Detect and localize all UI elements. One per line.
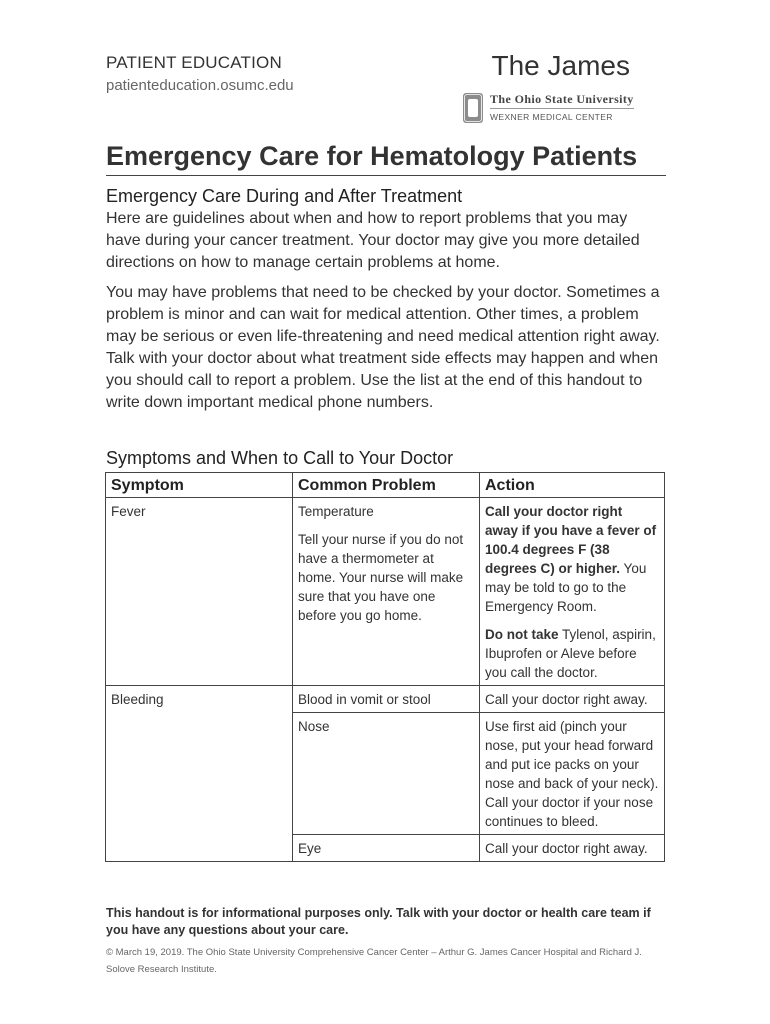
- action-emphasis: Do not take: [485, 627, 559, 642]
- patient-education-label: PATIENT EDUCATION: [106, 53, 282, 72]
- action-cell: Call your doctor right away.: [480, 835, 665, 862]
- brand-block: [462, 50, 666, 124]
- details-paragraph: You may have problems that need to be checked by your doctor. Sometimes a problem is minor and can wait for medical attention. Other times, a problem may be serious or even life-threatening and need medical attention right away. Talk with your doctor about what treatment side effects may happen and when you should call to report a problem. Use the list at the end of this handout to write down important medical phone numbers.: [106, 284, 660, 411]
- disclaimer: This handout is for informational purposes only. Talk with your doctor or health care team if you have any questions about your care.: [106, 906, 651, 937]
- page-title: Emergency Care for Hematology Patients: [106, 138, 666, 176]
- table-row-fever: [106, 498, 665, 686]
- brand-name: The James: [491, 50, 630, 81]
- problem-note: Tell your nurse if you do not have a thermometer at home. Your nurse will make sure that you have one before you go home.: [298, 532, 464, 623]
- symptoms-table: [105, 472, 665, 862]
- intro-paragraph: Here are guidelines about when and how to report problems that you may have during your cancer treatment. Your doctor may give you more detailed directions on how to manage certain problems at home.: [106, 210, 640, 271]
- action-text: You may be told to go to the Emergency Room.: [485, 561, 647, 614]
- website-url[interactable]: patienteducation.osumc.edu: [106, 77, 294, 94]
- table-row-bleeding-blood: [106, 686, 665, 713]
- column-header-symptom: Symptom: [106, 473, 293, 498]
- block-o-logo-icon: [462, 92, 484, 124]
- problem-cell: Nose: [293, 713, 480, 835]
- action-text: Tylenol, aspirin, Ibuprofen or Aleve before you call the doctor.: [485, 627, 656, 680]
- problem-text: Temperature: [298, 504, 374, 519]
- action-cell: [480, 498, 665, 686]
- action-text: Use first aid (pinch your nose, put your head forward and put ice packs on your nose and back of your neck).: [485, 719, 659, 791]
- university-lockup: [462, 92, 666, 124]
- action-cell: Call your doctor right away.: [480, 686, 665, 713]
- copyright: © March 19, 2019. The Ohio State University Comprehensive Cancer Center – Arthur G. James Cancer Hospital and Richard J. Solove Research Institute.: [106, 947, 642, 975]
- table-header-row: [106, 473, 665, 498]
- section-emergency-care: [106, 184, 666, 414]
- problem-cell: [293, 498, 480, 686]
- symptom-cell: Fever: [106, 498, 293, 686]
- problem-cell: Blood in vomit or stool: [293, 686, 480, 713]
- university-name: The Ohio State University: [490, 92, 634, 109]
- action-text: Call your doctor if your nose continues to bleed.: [485, 795, 654, 829]
- medical-center-name: WEXNER MEDICAL CENTER: [490, 112, 613, 122]
- header-left: [106, 52, 294, 96]
- action-cell: [480, 713, 665, 835]
- column-header-action: Action: [480, 473, 665, 498]
- column-header-problem: Common Problem: [293, 473, 480, 498]
- section-heading: Emergency Care During and After Treatment: [106, 186, 463, 206]
- symptom-cell: Bleeding: [106, 686, 293, 862]
- action-emphasis: Call your doctor right away if you have a fever of 100.4 degrees F (38 degrees C) or higher.: [485, 504, 657, 576]
- symptoms-heading: Symptoms and When to Call to Your Doctor: [106, 448, 454, 468]
- problem-cell: Eye: [293, 835, 480, 862]
